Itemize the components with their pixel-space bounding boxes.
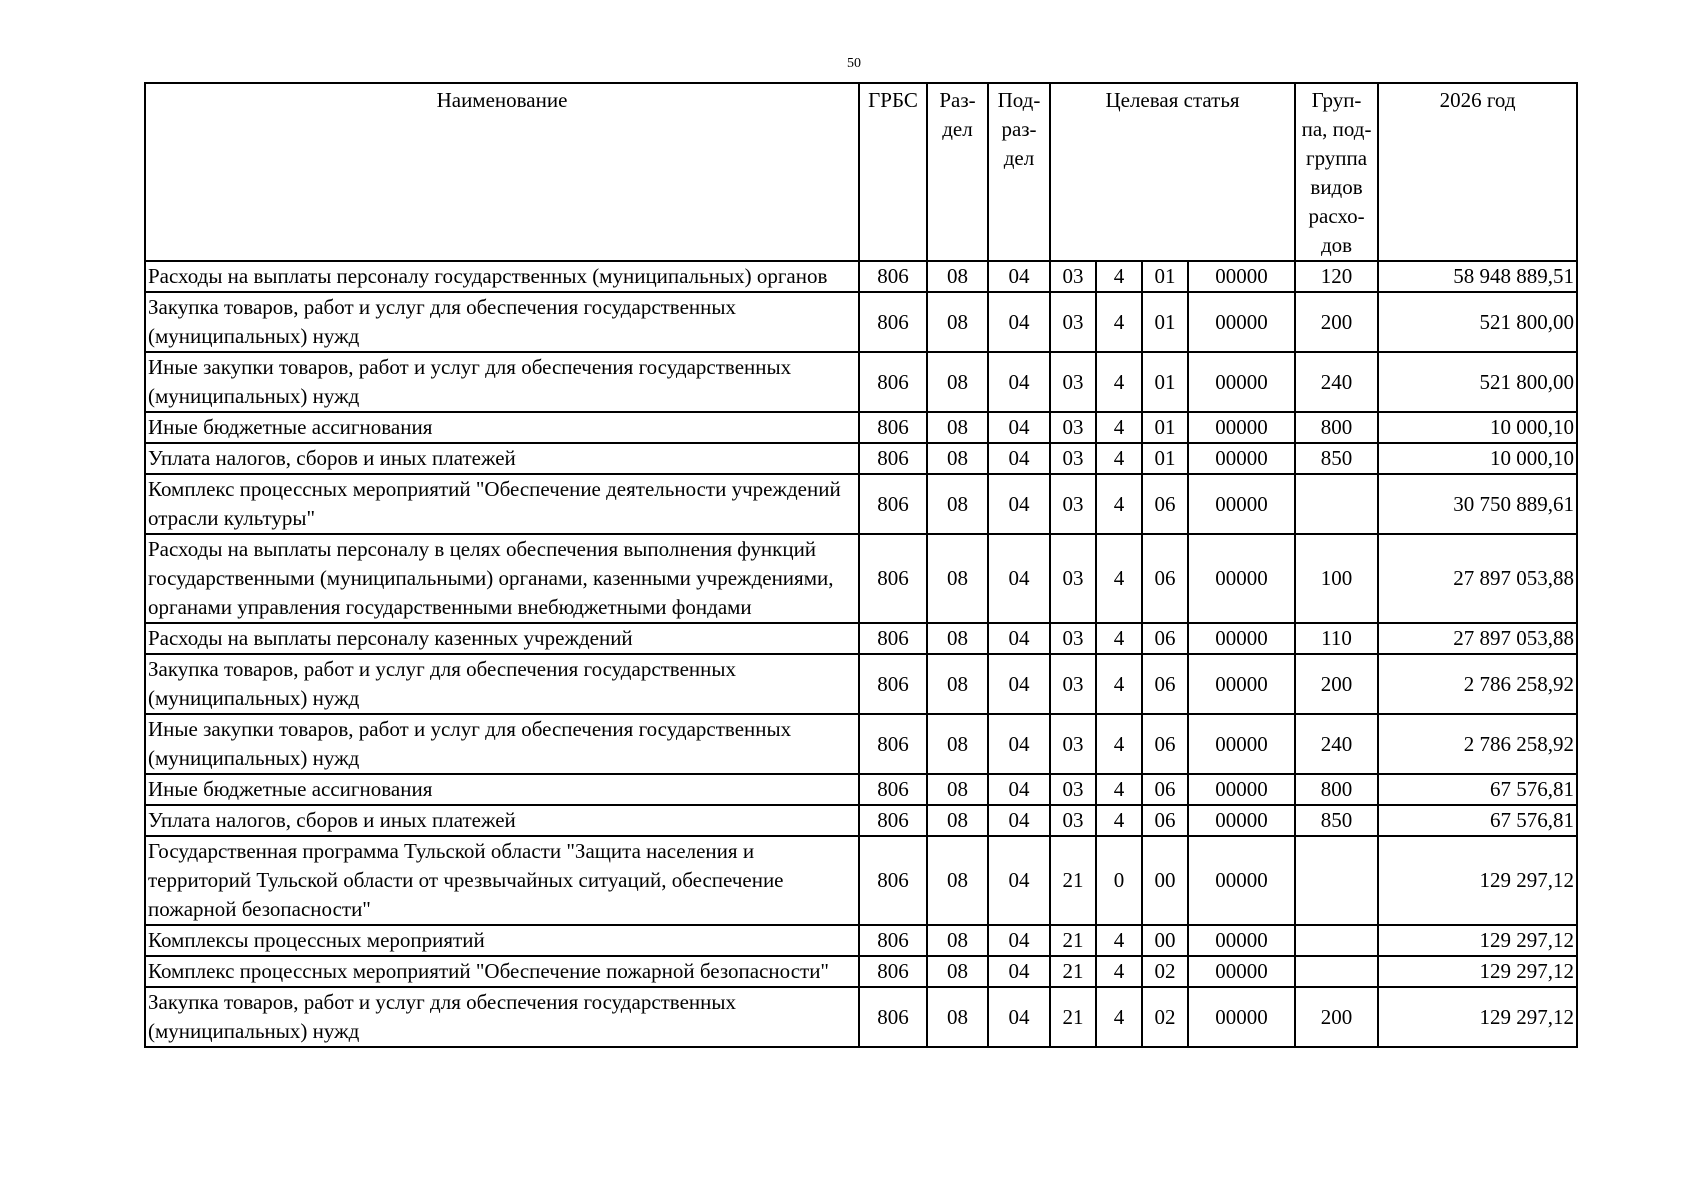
cell-name: Закупка товаров, работ и услуг для обеспечения государственных (муниципальных) нужд	[145, 987, 859, 1047]
table-row	[145, 292, 1577, 352]
cell-grbs: 806	[859, 474, 927, 534]
table-row	[145, 534, 1577, 623]
cell-target-type: 4	[1096, 925, 1142, 956]
cell-target-direction: 00000	[1188, 474, 1295, 534]
cell-name: Уплата налогов, сборов и иных платежей	[145, 443, 859, 474]
cell-grbs: 806	[859, 412, 927, 443]
cell-razdel: 08	[927, 987, 988, 1047]
cell-amount: 129 297,12	[1378, 987, 1577, 1047]
cell-target-program: 03	[1050, 714, 1096, 774]
cell-podrazdel: 04	[988, 352, 1050, 412]
cell-amount: 2 786 258,92	[1378, 714, 1577, 774]
table-row	[145, 925, 1577, 956]
cell-target-direction: 00000	[1188, 836, 1295, 925]
table-header-row	[145, 83, 1577, 261]
cell-target-program: 21	[1050, 987, 1096, 1047]
cell-name: Закупка товаров, работ и услуг для обеспечения государственных (муниципальных) нужд	[145, 292, 859, 352]
cell-podrazdel: 04	[988, 292, 1050, 352]
cell-target-type: 4	[1096, 443, 1142, 474]
cell-expense-group	[1295, 956, 1378, 987]
cell-target-program: 03	[1050, 412, 1096, 443]
cell-grbs: 806	[859, 623, 927, 654]
cell-grbs: 806	[859, 714, 927, 774]
cell-razdel: 08	[927, 623, 988, 654]
header-name: Наименование	[145, 83, 859, 261]
cell-grbs: 806	[859, 774, 927, 805]
cell-podrazdel: 04	[988, 623, 1050, 654]
cell-target-direction: 00000	[1188, 623, 1295, 654]
table-row	[145, 352, 1577, 412]
cell-amount: 67 576,81	[1378, 774, 1577, 805]
cell-target-type: 4	[1096, 654, 1142, 714]
header-razdel: Раз- дел	[927, 83, 988, 261]
cell-target-type: 4	[1096, 534, 1142, 623]
cell-grbs: 806	[859, 352, 927, 412]
cell-grbs: 806	[859, 987, 927, 1047]
cell-amount: 27 897 053,88	[1378, 623, 1577, 654]
cell-target-program: 03	[1050, 261, 1096, 292]
cell-name: Иные закупки товаров, работ и услуг для обеспечения государственных (муниципальных) нужд	[145, 352, 859, 412]
cell-target-type: 4	[1096, 412, 1142, 443]
cell-amount: 58 948 889,51	[1378, 261, 1577, 292]
cell-target-program: 21	[1050, 836, 1096, 925]
cell-target-program: 03	[1050, 623, 1096, 654]
cell-grbs: 806	[859, 836, 927, 925]
table-row	[145, 805, 1577, 836]
cell-amount: 30 750 889,61	[1378, 474, 1577, 534]
cell-target-program: 03	[1050, 352, 1096, 412]
cell-grbs: 806	[859, 805, 927, 836]
cell-target-program: 21	[1050, 925, 1096, 956]
cell-razdel: 08	[927, 412, 988, 443]
cell-target-type: 4	[1096, 774, 1142, 805]
cell-podrazdel: 04	[988, 956, 1050, 987]
cell-target-subprogram: 06	[1142, 714, 1188, 774]
cell-amount: 2 786 258,92	[1378, 654, 1577, 714]
cell-grbs: 806	[859, 292, 927, 352]
cell-amount: 129 297,12	[1378, 925, 1577, 956]
cell-razdel: 08	[927, 352, 988, 412]
cell-amount: 521 800,00	[1378, 292, 1577, 352]
cell-target-direction: 00000	[1188, 412, 1295, 443]
cell-target-direction: 00000	[1188, 925, 1295, 956]
cell-name: Государственная программа Тульской области "Защита населения и территорий Тульской области от чрезвычайных ситуаций, обеспечение пожарной безопасности"	[145, 836, 859, 925]
cell-podrazdel: 04	[988, 925, 1050, 956]
cell-razdel: 08	[927, 925, 988, 956]
cell-target-subprogram: 06	[1142, 534, 1188, 623]
cell-podrazdel: 04	[988, 805, 1050, 836]
table-row	[145, 654, 1577, 714]
cell-razdel: 08	[927, 474, 988, 534]
cell-podrazdel: 04	[988, 261, 1050, 292]
cell-razdel: 08	[927, 443, 988, 474]
cell-target-program: 03	[1050, 534, 1096, 623]
header-grbs: ГРБС	[859, 83, 927, 261]
cell-target-subprogram: 00	[1142, 836, 1188, 925]
table-row	[145, 474, 1577, 534]
cell-podrazdel: 04	[988, 443, 1050, 474]
table-row	[145, 987, 1577, 1047]
cell-target-subprogram: 01	[1142, 352, 1188, 412]
cell-target-subprogram: 06	[1142, 623, 1188, 654]
cell-target-type: 4	[1096, 474, 1142, 534]
header-podrazdel: Под- раз- дел	[988, 83, 1050, 261]
cell-expense-group	[1295, 836, 1378, 925]
cell-target-subprogram: 06	[1142, 805, 1188, 836]
cell-target-direction: 00000	[1188, 443, 1295, 474]
cell-podrazdel: 04	[988, 474, 1050, 534]
cell-name: Расходы на выплаты персоналу государственных (муниципальных) органов	[145, 261, 859, 292]
cell-name: Иные бюджетные ассигнования	[145, 774, 859, 805]
cell-target-type: 4	[1096, 714, 1142, 774]
cell-razdel: 08	[927, 956, 988, 987]
table-row	[145, 774, 1577, 805]
cell-target-program: 03	[1050, 774, 1096, 805]
cell-target-direction: 00000	[1188, 261, 1295, 292]
cell-target-subprogram: 01	[1142, 261, 1188, 292]
cell-expense-group: 240	[1295, 352, 1378, 412]
table-body	[145, 261, 1577, 1047]
table-row	[145, 623, 1577, 654]
cell-target-direction: 00000	[1188, 292, 1295, 352]
cell-expense-group: 120	[1295, 261, 1378, 292]
budget-table	[144, 82, 1578, 1048]
cell-target-program: 21	[1050, 956, 1096, 987]
cell-target-subprogram: 02	[1142, 987, 1188, 1047]
cell-target-program: 03	[1050, 474, 1096, 534]
cell-target-direction: 00000	[1188, 805, 1295, 836]
cell-podrazdel: 04	[988, 714, 1050, 774]
cell-grbs: 806	[859, 534, 927, 623]
cell-razdel: 08	[927, 836, 988, 925]
header-year: 2026 год	[1378, 83, 1577, 261]
cell-podrazdel: 04	[988, 412, 1050, 443]
cell-name: Комплекс процессных мероприятий "Обеспечение деятельности учреждений отрасли культуры"	[145, 474, 859, 534]
cell-target-program: 03	[1050, 654, 1096, 714]
cell-name: Комплекс процессных мероприятий "Обеспечение пожарной безопасности"	[145, 956, 859, 987]
cell-target-type: 4	[1096, 623, 1142, 654]
cell-target-direction: 00000	[1188, 956, 1295, 987]
cell-expense-group: 240	[1295, 714, 1378, 774]
cell-target-type: 4	[1096, 987, 1142, 1047]
cell-target-type: 4	[1096, 956, 1142, 987]
table-row	[145, 714, 1577, 774]
cell-target-subprogram: 00	[1142, 925, 1188, 956]
cell-target-subprogram: 01	[1142, 292, 1188, 352]
cell-razdel: 08	[927, 774, 988, 805]
cell-amount: 10 000,10	[1378, 412, 1577, 443]
cell-target-type: 4	[1096, 352, 1142, 412]
cell-expense-group: 850	[1295, 805, 1378, 836]
cell-expense-group: 200	[1295, 292, 1378, 352]
cell-grbs: 806	[859, 956, 927, 987]
cell-target-program: 03	[1050, 292, 1096, 352]
cell-name: Закупка товаров, работ и услуг для обеспечения государственных (муниципальных) нужд	[145, 654, 859, 714]
cell-target-subprogram: 01	[1142, 412, 1188, 443]
cell-target-direction: 00000	[1188, 534, 1295, 623]
cell-grbs: 806	[859, 261, 927, 292]
cell-amount: 129 297,12	[1378, 836, 1577, 925]
cell-amount: 27 897 053,88	[1378, 534, 1577, 623]
cell-podrazdel: 04	[988, 774, 1050, 805]
cell-expense-group: 800	[1295, 774, 1378, 805]
cell-target-direction: 00000	[1188, 714, 1295, 774]
cell-expense-group	[1295, 925, 1378, 956]
cell-expense-group: 200	[1295, 654, 1378, 714]
cell-expense-group: 200	[1295, 987, 1378, 1047]
cell-target-subprogram: 02	[1142, 956, 1188, 987]
cell-razdel: 08	[927, 261, 988, 292]
cell-target-direction: 00000	[1188, 987, 1295, 1047]
table-row	[145, 956, 1577, 987]
cell-target-subprogram: 06	[1142, 474, 1188, 534]
table-row	[145, 443, 1577, 474]
cell-target-type: 4	[1096, 292, 1142, 352]
cell-target-subprogram: 06	[1142, 774, 1188, 805]
cell-amount: 67 576,81	[1378, 805, 1577, 836]
cell-target-program: 03	[1050, 805, 1096, 836]
cell-expense-group: 800	[1295, 412, 1378, 443]
cell-target-type: 0	[1096, 836, 1142, 925]
cell-expense-group: 110	[1295, 623, 1378, 654]
header-expense-group: Груп- па, под- группа видов расхо- дов	[1295, 83, 1378, 261]
cell-target-subprogram: 06	[1142, 654, 1188, 714]
cell-razdel: 08	[927, 534, 988, 623]
cell-expense-group: 100	[1295, 534, 1378, 623]
cell-amount: 521 800,00	[1378, 352, 1577, 412]
cell-podrazdel: 04	[988, 987, 1050, 1047]
cell-name: Расходы на выплаты персоналу казенных учреждений	[145, 623, 859, 654]
cell-podrazdel: 04	[988, 534, 1050, 623]
cell-target-subprogram: 01	[1142, 443, 1188, 474]
cell-target-type: 4	[1096, 261, 1142, 292]
cell-grbs: 806	[859, 654, 927, 714]
cell-razdel: 08	[927, 654, 988, 714]
header-target-article: Целевая статья	[1050, 83, 1295, 261]
cell-name: Комплексы процессных мероприятий	[145, 925, 859, 956]
cell-amount: 129 297,12	[1378, 956, 1577, 987]
cell-expense-group	[1295, 474, 1378, 534]
table-row	[145, 412, 1577, 443]
cell-razdel: 08	[927, 805, 988, 836]
cell-target-direction: 00000	[1188, 654, 1295, 714]
cell-target-program: 03	[1050, 443, 1096, 474]
cell-razdel: 08	[927, 714, 988, 774]
cell-expense-group: 850	[1295, 443, 1378, 474]
page-number: 50	[847, 56, 861, 71]
cell-podrazdel: 04	[988, 654, 1050, 714]
cell-grbs: 806	[859, 925, 927, 956]
cell-amount: 10 000,10	[1378, 443, 1577, 474]
cell-target-type: 4	[1096, 805, 1142, 836]
cell-target-direction: 00000	[1188, 352, 1295, 412]
cell-razdel: 08	[927, 292, 988, 352]
cell-name: Иные бюджетные ассигнования	[145, 412, 859, 443]
cell-grbs: 806	[859, 443, 927, 474]
cell-target-direction: 00000	[1188, 774, 1295, 805]
table-row	[145, 261, 1577, 292]
table-row	[145, 836, 1577, 925]
cell-name: Иные закупки товаров, работ и услуг для обеспечения государственных (муниципальных) нужд	[145, 714, 859, 774]
cell-name: Уплата налогов, сборов и иных платежей	[145, 805, 859, 836]
cell-podrazdel: 04	[988, 836, 1050, 925]
cell-name: Расходы на выплаты персоналу в целях обеспечения выполнения функций государственными (муниципальными) органами, казенными учреждениями, органами управления государственными внебюджетными фондами	[145, 534, 859, 623]
